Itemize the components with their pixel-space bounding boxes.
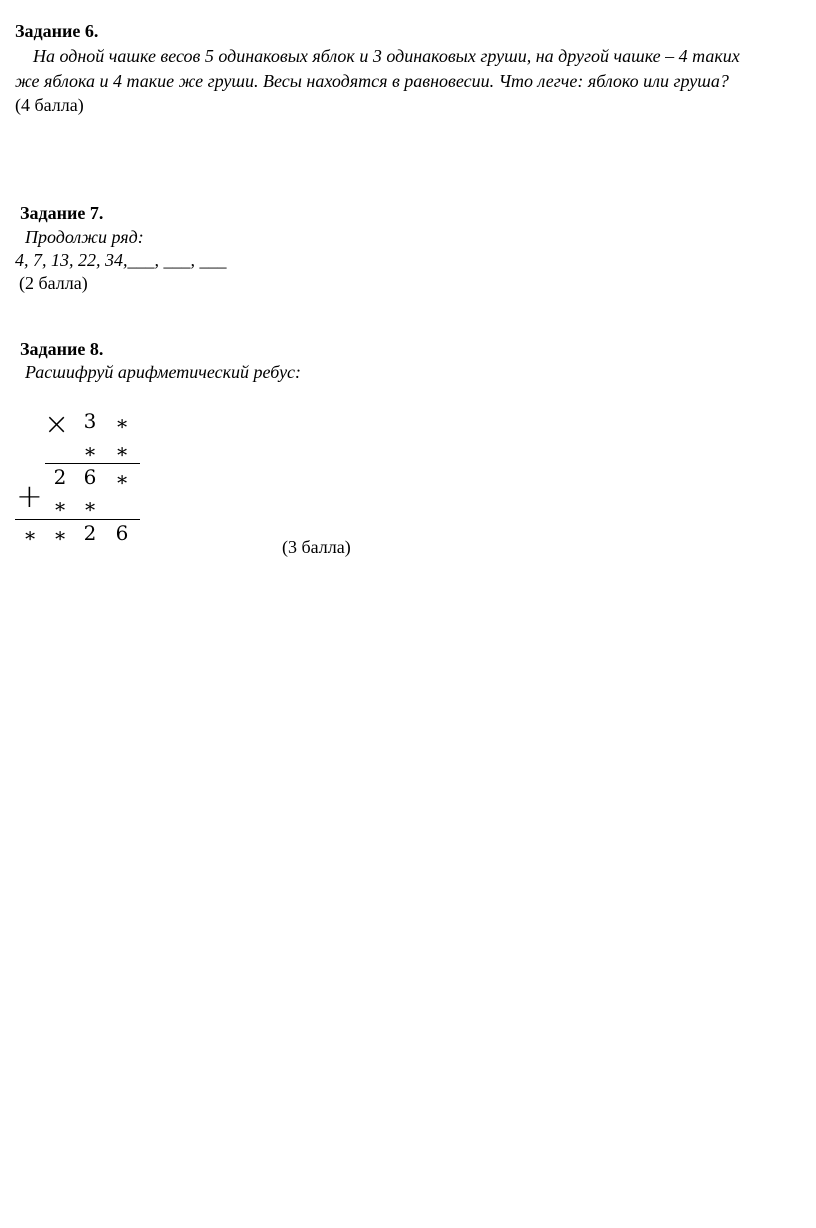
rebus-row1-star: ∗ — [115, 411, 129, 435]
rebus-row2-star: ∗ — [83, 439, 97, 463]
task8-prompt: Расшифруй арифметический ребус: — [25, 362, 302, 382]
rebus-row3-digit: 6 — [83, 465, 97, 489]
task7-points: (2 балла) — [19, 273, 88, 293]
rebus-row5-digit: 2 — [83, 521, 97, 545]
plus-sign: + — [16, 477, 43, 515]
rebus-row5-star: ∗ — [53, 523, 67, 547]
rebus-row5-star: ∗ — [23, 523, 37, 547]
multiply-sign: × — [44, 407, 70, 442]
task7-prompt: Продолжи ряд: — [25, 227, 144, 247]
rebus-row5-digit: 6 — [115, 521, 129, 545]
task6-text-line2: же яблока и 4 такие же груши. Весы находятся в равновесии. Что легче: яблоко или груша? — [15, 71, 729, 91]
task8-title: Задание 8. — [20, 339, 104, 359]
rebus-row3-star: ∗ — [115, 467, 129, 491]
task8-points: (3 балла) — [282, 537, 351, 557]
rebus-row4-star: ∗ — [53, 494, 67, 518]
rebus-row3-digit: 2 — [53, 465, 67, 489]
rebus-row4-star: ∗ — [83, 494, 97, 518]
task6-title: Задание 6. — [15, 21, 99, 41]
rebus-row1-digit: 3 — [83, 409, 97, 433]
task6-points: (4 балла) — [15, 95, 84, 115]
task7-title: Задание 7. — [20, 203, 104, 223]
rebus-row2-star: ∗ — [115, 439, 129, 463]
task6-text-line1: На одной чашке весов 5 одинаковых яблок и 3 одинаковых груши, на другой чашке – 4 таких — [33, 46, 740, 66]
task7-sequence: 4, 7, 13, 22, 34,___, ___, ___ — [15, 250, 227, 270]
